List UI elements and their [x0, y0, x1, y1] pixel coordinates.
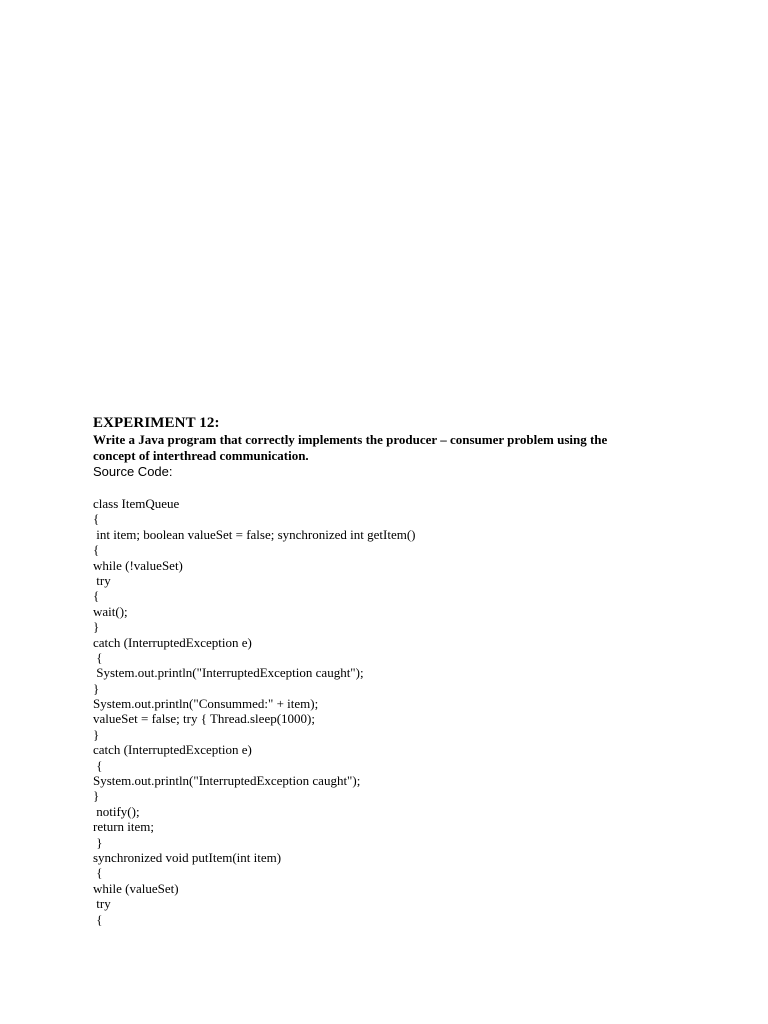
code-line: } [93, 726, 100, 742]
code-line: valueSet = false; try { Thread.sleep(1000); [93, 711, 315, 727]
code-line: { [93, 511, 100, 527]
code-line: { [93, 588, 100, 604]
source-code-label: Source Code: [93, 464, 173, 479]
document-content [93, 414, 693, 927]
code-line: catch (InterruptedException e) [93, 634, 252, 650]
code-line: while (!valueSet) [93, 557, 183, 573]
code-line: { [93, 911, 103, 927]
code-line: } [93, 619, 100, 635]
code-line: return item; [93, 819, 155, 835]
code-line: } [93, 834, 103, 850]
experiment-title: EXPERIMENT 12: [93, 415, 220, 431]
code-line: { [93, 757, 103, 773]
aim-line-1: Write a Java program that correctly implements the producer – consumer problem using the [93, 432, 608, 447]
code-line: catch (InterruptedException e) [93, 742, 252, 758]
code-line: while (valueSet) [93, 880, 179, 896]
code-line: try [93, 896, 111, 912]
code-line: { [93, 542, 100, 558]
code-line: try [93, 572, 111, 588]
code-line: System.out.println("Consummed:" + item); [93, 696, 319, 712]
aim-line-2: concept of interthread communication. [93, 447, 309, 463]
code-line: synchronized void putItem(int item) [93, 849, 282, 865]
code-line: { [93, 865, 103, 881]
code-block [93, 496, 693, 927]
code-line: System.out.println("InterruptedException caught"); [93, 773, 361, 789]
code-line: int item; boolean valueSet = false; synchronized int getItem() [93, 526, 416, 542]
code-line: notify(); [93, 803, 140, 819]
code-line: wait(); [93, 603, 128, 619]
code-line: } [93, 680, 100, 696]
code-line: System.out.println("InterruptedException caught"); [93, 665, 364, 681]
code-line: class ItemQueue [93, 496, 180, 511]
code-line: } [93, 788, 100, 804]
code-line: { [93, 649, 103, 665]
